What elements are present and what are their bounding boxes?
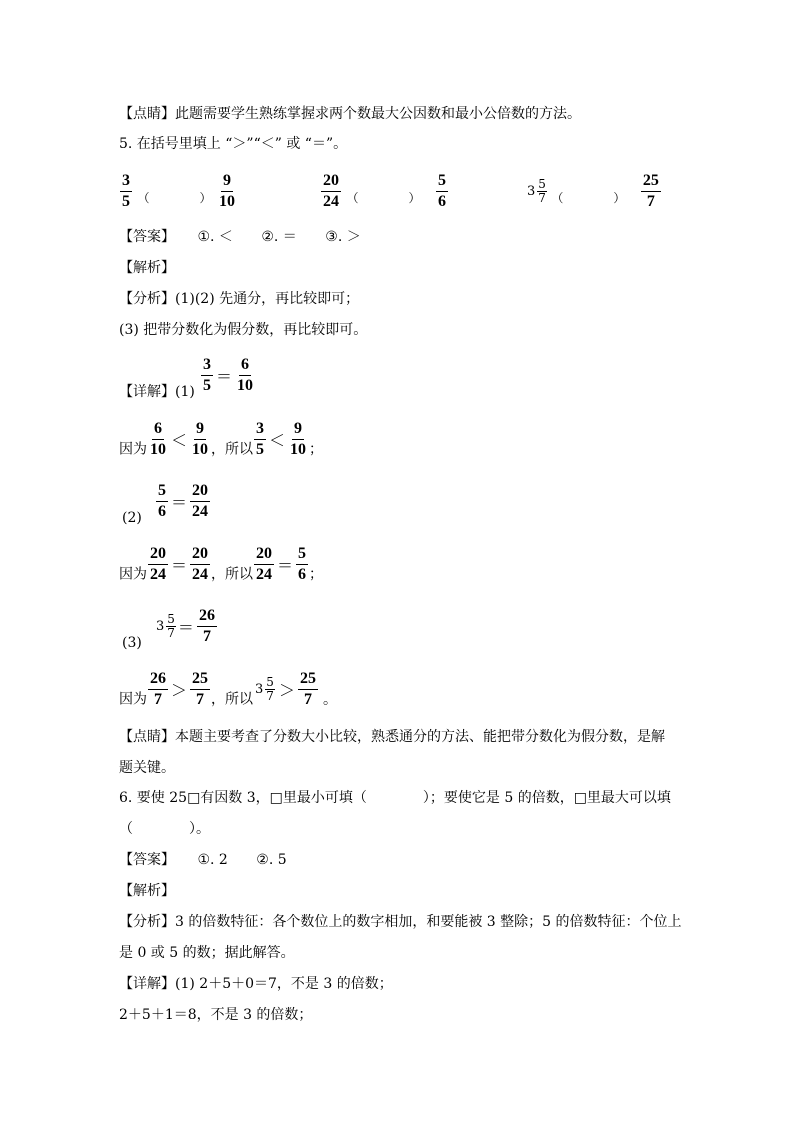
answer-blank[interactable]: （ ） (346, 190, 421, 205)
q6-jiexi: 【解析】 (119, 883, 175, 899)
q5-compare-1: 因为 $\frac{6}{10}$ ＜ $\frac{9}{10}$ ，所以 $\frac{3}{5}$ ＜ $\frac{9}{10}$ ； (119, 420, 324, 458)
q5-step-1: $\frac{3}{5}$ ＝ $\frac{6}{10}$ (203, 356, 254, 394)
q5-item-1 (119, 172, 238, 211)
fraction: $\frac{3}{5}$ (122, 172, 130, 210)
q5-jiexi: 【解析】 (119, 260, 175, 276)
q5-answer: 【答案】 ①. ＜ ②. ＝ ③. ＞ (119, 229, 361, 245)
q6-fenxi-a: 【分析】3 的倍数特征：各个数位上的数字相加，和要能被 3 整除；5 的倍数特征：个位上 (119, 914, 682, 930)
q5-dianjing-a: 【点睛】本题主要考查了分数大小比较，熟悉通分的方法、能把带分数化为假分数，是解 (119, 729, 665, 745)
mixed-number: 3 $\frac{5}{7}$ (527, 177, 546, 205)
dianjing-note-1: 【点睛】此题需要学生熟练掌握求两个数最大公因数和最小公倍数的方法。 (119, 106, 581, 122)
q5-step-2: $\frac{5}{6}$ ＝ $\frac{20}{24}$ (158, 482, 209, 520)
q6-answer: 【答案】 ①. 2 ②. 5 (119, 852, 287, 868)
question-6-prompt-a: 6. 要使 25□有因数 3，□里最小可填（ ）；要使它是 5 的倍数，□里最大可以填 (119, 790, 671, 806)
fraction: $\frac{20}{24}$ (323, 172, 339, 210)
q5-part-2-label: (2) (122, 510, 142, 526)
q5-fenxi-1: 【分析】(1)(2) 先通分，再比较即可； (119, 291, 360, 307)
answer-blank[interactable]: （ ） (137, 190, 212, 205)
fraction: $\frac{25}{7}$ (642, 172, 659, 210)
q5-item-3 (527, 172, 662, 211)
q5-step-3: 3 $\frac{5}{7}$ ＝ $\frac{26}{7}$ (156, 607, 215, 645)
q5-compare-3: 因为 $\frac{26}{7}$ ＞ $\frac{25}{7}$ ，所以 3 $\frac{5}{7}$ ＞ $\frac{25}{7}$ 。 (119, 670, 337, 708)
q5-fenxi-2: (3) 把带分数化为假分数，再比较即可。 (119, 322, 368, 338)
question-5-prompt: 5. 在括号里填上 “＞”“＜” 或 “＝”。 (119, 136, 348, 152)
fraction: $\frac{9}{10}$ (218, 172, 235, 210)
q6-xiangjie-a: 【详解】(1) 2＋5＋0＝7，不是 3 的倍数； (119, 976, 393, 992)
fraction: $\frac{5}{6}$ (437, 172, 446, 210)
answer-blank[interactable]: （ ） (551, 190, 626, 205)
q5-xiangjie-label: 【详解】(1) (119, 384, 195, 400)
q5-dianjing-b: 题关键。 (119, 760, 175, 776)
question-6-prompt-b: （ ）。 (119, 821, 210, 837)
q5-item-2 (320, 172, 449, 211)
q6-fenxi-b: 是 0 或 5 的数；据此解答。 (119, 945, 295, 961)
q5-part-3-label: (3) (122, 635, 142, 651)
q6-xiangjie-b: 2＋5＋1＝8，不是 3 的倍数； (119, 1007, 313, 1023)
q5-compare-2: 因为 $\frac{20}{24}$ ＝ $\frac{20}{24}$ ，所以 $\frac{20}{24}$ ＝ $\frac{5}{6}$ ； (119, 545, 324, 583)
